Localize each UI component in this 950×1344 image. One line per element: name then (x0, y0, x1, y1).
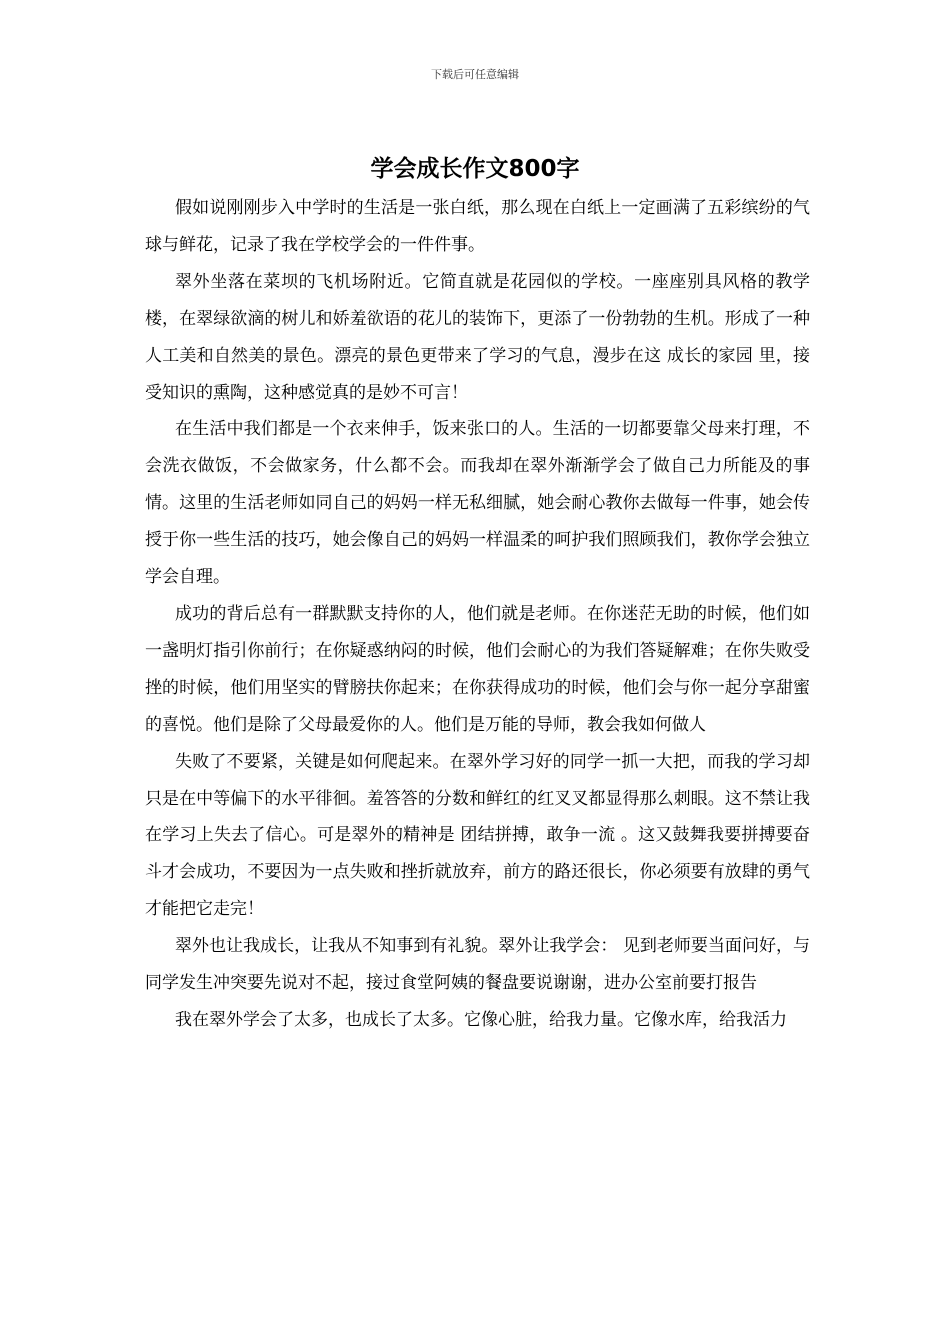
paragraph-1: 假如说刚刚步入中学时的生活是一张白纸，那么现在白纸上一定画满了五彩缤纷的气球与鲜花，记录了我在学校学会的一件件事。 (145, 198, 810, 255)
paragraph-3: 在生活中我们都是一个衣来伸手，饭来张口的人。生活的一切都要靠父母来打理，不会洗衣做饭，不会做家务，什么都不会。而我却在翠外渐渐学会了做自己力所能及的事情。这里的生活老师如同自己的妈妈一样无私细腻，她会耐心教你去做每一件事，她会传授于你一些生活的技巧，她会像自己的妈妈一样温柔的呵护我们照顾我们，教你学会独立学会自理。 (145, 419, 810, 588)
page-header-note: 下载后可任意编辑 (431, 68, 519, 81)
paragraph-4: 成功的背后总有一群默默支持你的人，他们就是老师。在你迷茫无助的时候，他们如一盏明灯指引你前行；在你疑惑纳闷的时候，他们会耐心的为我们答疑解难；在你失败受挫的时候，他们用坚实的臂膀扶你起来；在你获得成功的时候，他们会与你一起分享甜蜜的喜悦。他们是除了父母最爱你的人。他们是万能的导师，教会我如何做人 (145, 603, 810, 735)
document-body (145, 190, 810, 1039)
document-title: 学会成长作文800字 (370, 156, 580, 182)
paragraph-7: 我在翠外学会了太多，也成长了太多。它像心脏，给我力量。它像水库，给我活力 (175, 1009, 787, 1030)
paragraph-2: 翠外坐落在菜坝的飞机场附近。它简直就是花园似的学校。一座座别具风格的教学楼，在翠绿欲滴的树儿和娇羞欲语的花儿的装饰下，更添了一份勃勃的生机。形成了一种人工美和自然美的景色。漂亮的景色更带来了学习的气息，漫步在这 成长的家园 里，接受知识的熏陶，这种感觉真的是妙不可言！ (145, 271, 810, 403)
paragraph-6: 翠外也让我成长，让我从不知事到有礼貌。翠外让我学会： 见到老师要当面问好，与同学发生冲突要先说对不起，接过食堂阿姨的餐盘要说谢谢，进办公室前要打报告 (145, 936, 810, 994)
paragraph-5: 失败了不要紧，关键是如何爬起来。在翠外学习好的同学一抓一大把，而我的学习却只是在中等偏下的水平徘徊。羞答答的分数和鲜红的红叉叉都显得那么刺眼。这不禁让我在学习上失去了信心。可是翠外的精神是 团结拼搏，敢争一流 。这又鼓舞我要拼搏要奋斗才会成功，不要因为一点失败和挫折就放弃，前方的路还很长，你必须要有放肆的勇气才能把它走完！ (145, 751, 810, 920)
